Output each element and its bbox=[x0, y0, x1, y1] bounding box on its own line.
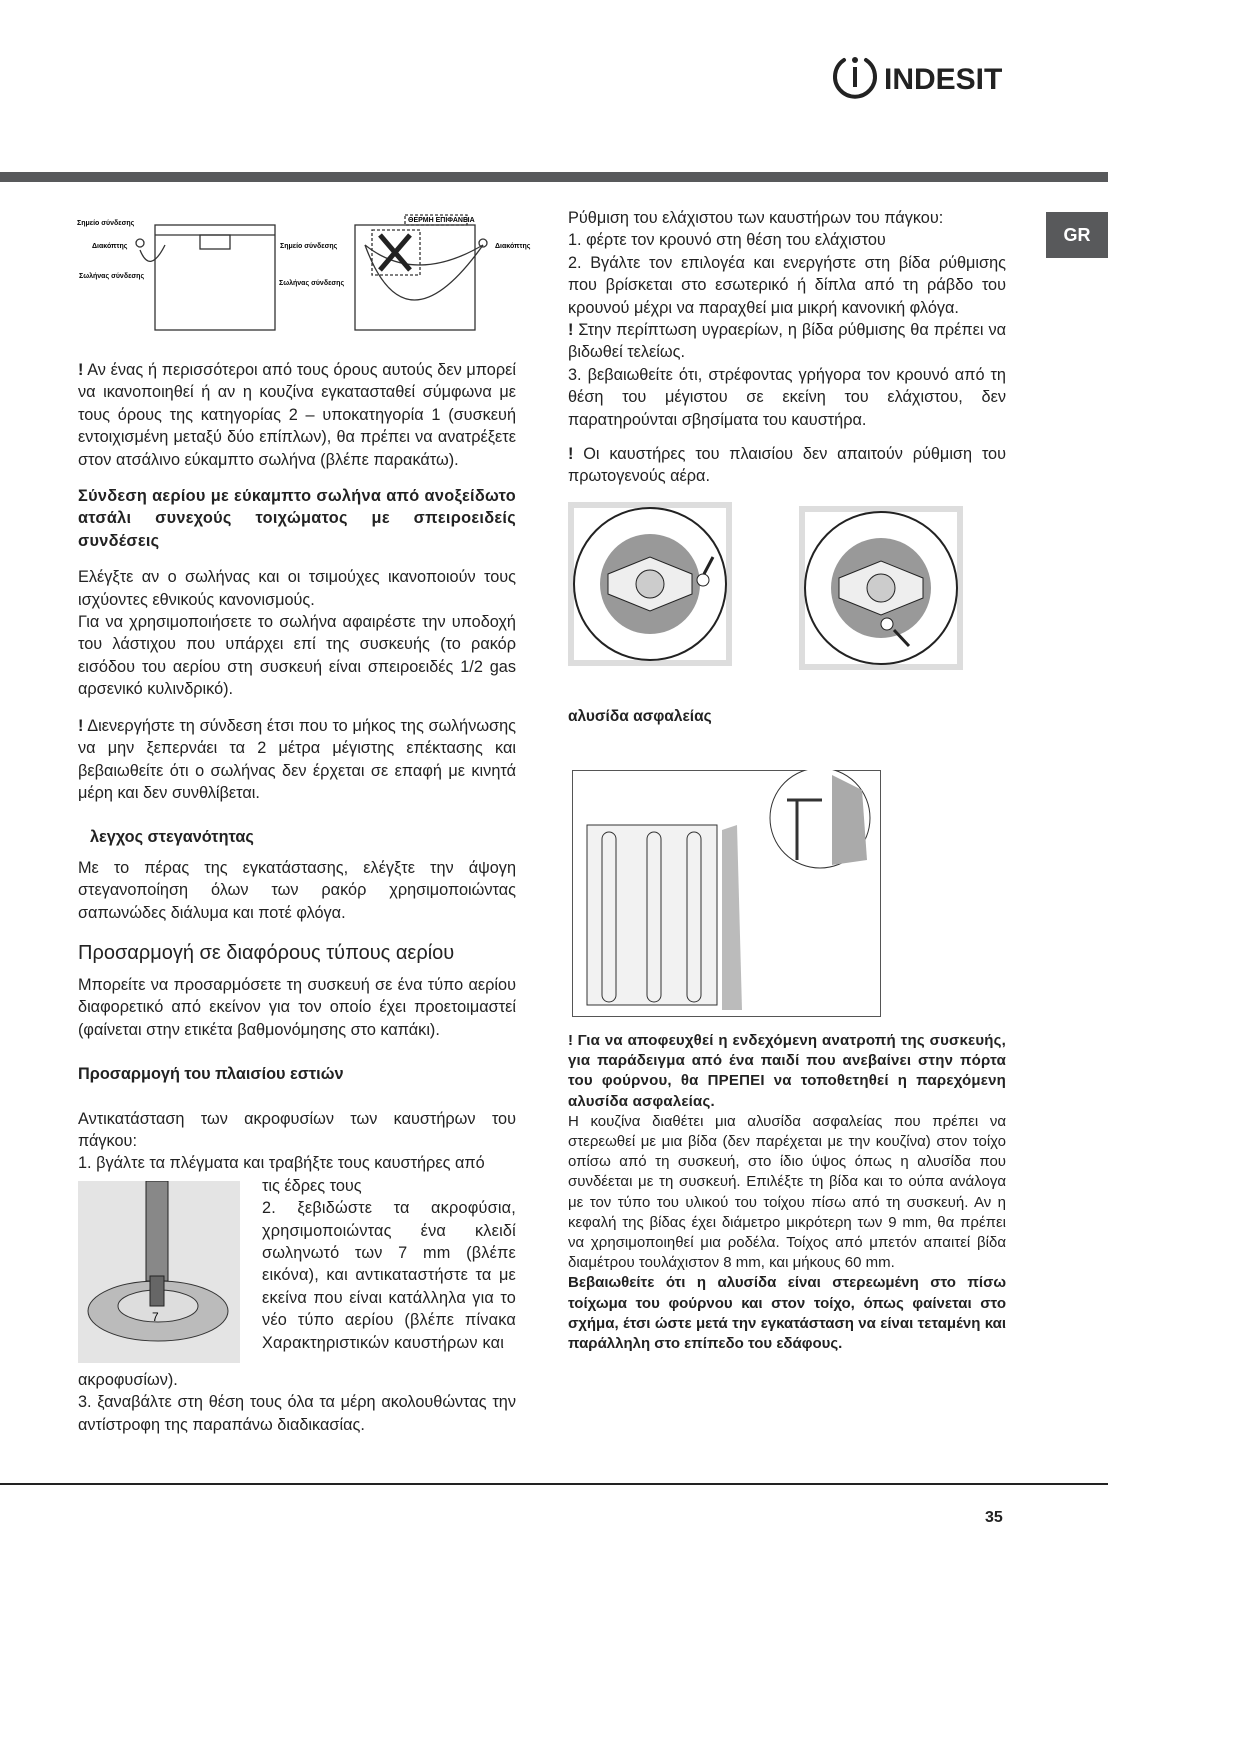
label-valve-2: Διακόπτης bbox=[495, 243, 531, 250]
paragraph: Με το πέρας της εγκατάστασης, ελέγξτε την άψογη στεγανοποίηση όλων των ρακόρ χρησιμοποιώντας σαπωνώδες διάλυμα και ποτέ φλόγα. bbox=[78, 858, 516, 922]
label-hot-surface: ΘΕΡΜΗ ΕΠΙΦΑΝΕΙΑ bbox=[408, 217, 475, 224]
warning-mark: ! bbox=[568, 1032, 573, 1049]
footer-rule bbox=[0, 1483, 1108, 1485]
section-heading: Σύνδεση αερίου με εύκαμπτο σωλήνα από ανοξείδωτο ατσάλι συνεχούς τοιχώματος με σπειροειδείς συνδέσεις bbox=[78, 487, 516, 550]
section-title: Προσαρμογή σε διαφόρους τύπους αερίου bbox=[78, 941, 455, 964]
step: 1. φέρτε τον κρουνό στη θέση του ελάχιστου bbox=[568, 231, 886, 250]
paragraph: Αντικατάσταση των ακροφυσίων των καυστήρων του πάγκου: bbox=[78, 1109, 516, 1150]
warning-paragraph: Για να αποφευχθεί η ενδεχόμενη ανατροπή της συσκευής, για παράδειγμα από ένα παιδί που ανεβαίνει στην πόρτα του φούρνου, θα ΠΡΕΠΕΙ να τοποθετηθεί η παρεχόμενη αλυσίδα ασφαλείας. bbox=[568, 1032, 1007, 1110]
safety-chain-figure bbox=[572, 770, 882, 1023]
label-connection-point-2: Σημείο σύνδεσης bbox=[280, 243, 338, 250]
paragraph: Αν ένας ή περισσότεροι από τους όρους αυτούς δεν μπορεί να ικανοποιηθεί ή αν η κουζίνα εγκατασταθεί σύμφωνα με τους όρους της κατηγορίας 2 – υποκατηγορία 1 (συσκευή εντοιχισμένη μεταξύ δύο επίπλων), θα πρέπει να ανατρέξετε στον ατσάλινο εύκαμπτο σωλήνα (βλέπε παρακάτω). bbox=[78, 361, 516, 469]
safety-chain-text bbox=[568, 1031, 1006, 1354]
paragraph: Οι καυστήρες του πλαισίου δεν απαιτούν ρύθμιση του πρωτογενούς αέρα. bbox=[568, 445, 1007, 486]
warning-mark: ! bbox=[78, 361, 84, 379]
label-connection-point: Σημείο σύνδεσης bbox=[77, 220, 135, 227]
wrench-size-label: 7 bbox=[152, 1309, 159, 1324]
page-number: 35 bbox=[985, 1509, 1003, 1526]
step: ακροφυσίων). bbox=[78, 1370, 178, 1389]
paragraph: Για να χρησιμοποιήσετε το σωλήνα αφαιρέστε την υποδοχή του λάστιχου που υπάρχει επί της συσκευής (το ρακόρ εισόδου του αερίου στη συσκευή είναι σπειροειδές 1/2 gas αρσενικό κυλινδρικό). bbox=[78, 613, 516, 699]
step: 2. Βγάλτε τον επιλογέα και ενεργήστε στη βίδα ρύθμισης που βρίσκεται στο εσωτερικό ή δίπλα από τη ράβδο του κρουνού μέχρι να παραχθεί μια μικρή κανονική φλόγα. bbox=[568, 253, 1006, 317]
step: 2. ξεβιδώστε τα ακροφύσια, χρησιμοποιώντας ένα κλειδί σωληνωτό των 7 mm (βλέπε εικόνα), και αντικαταστήστε τα με εκείνα που είναι κατάλληλα για το νέο τύπο αερίου (βλέπε πίνακα Χαρακτηριστικών καυστήρων και bbox=[262, 1199, 516, 1352]
label-hose-2: Σωλήνας σύνδεσης bbox=[279, 280, 345, 287]
paragraph: Μπορείτε να προσαρμόσετε τη συσκευή σε ένα τύπο αερίου διαφορετικό από εκείνον για τον οποίο έχει προετοιμαστεί (φαίνεται στην ετικέτα βαθμονόμησης στο καπάκι). bbox=[78, 975, 516, 1039]
paragraph: Ελέγξτε αν ο σωλήνας και οι τσιμούχες ικανοποιούν τους ισχύοντες εθνικούς κανονισμούς. bbox=[78, 568, 516, 609]
warning-mark: ! bbox=[78, 716, 84, 735]
left-column bbox=[78, 359, 516, 1436]
paragraph: Βεβαιωθείτε ότι η αλυσίδα είναι στερεωμένη στο πίσω τοίχωμα του φούρνου και στον τοίχο, όπως φαίνεται στο σχήμα, έτσι ώστε μετά την εγκατάσταση να είναι τεταμένη και παράλληλη στο επίπεδο του εδάφους. bbox=[568, 1274, 1006, 1353]
header-bar bbox=[0, 172, 1108, 182]
section-heading: Προσαρμογή του πλαισίου εστιών bbox=[78, 1065, 344, 1084]
gas-connection-diagram bbox=[75, 205, 535, 345]
language-tab: GR bbox=[1046, 212, 1108, 258]
warning-mark: ! bbox=[568, 321, 574, 340]
label-valve: Διακόπτης bbox=[92, 243, 128, 250]
step: 1. βγάλτε τα πλέγματα και τραβήξτε τους καυστήρες από bbox=[78, 1154, 485, 1173]
paragraph: Η κουζίνα διαθέτει μια αλυσίδα ασφαλείας που πρέπει να στερεωθεί με μια βίδα (δεν παρέχεται με την κουζίνα) στον τοίχο οπίσω από τη συσκευή, στο ίδιο ύψος όπως η αλυσίδα που συνδέεται με τη συσκευή. Επιλέξτε τη βίδα και το ούπα ανάλογα με τον τύπο του υλικού του τοίχου πίσω από τη συσκευή. Αν η κεφαλή της βίδας έχει διάμετρο μικρότερη των 9 mm, θα πρέπει να χρησιμοποιηθεί μια ροδέλα. Τοίχος από μπετόν απαιτεί βίδα διαμέτρου τουλάχιστον 8 mm, και μήκους 60 mm. bbox=[568, 1112, 1006, 1272]
paragraph: Στην περίπτωση υγραερίων, η βίδα ρύθμισης θα πρέπει να βιδωθεί τελείως. bbox=[568, 321, 1006, 362]
step: 3. βεβαιωθείτε ότι, στρέφοντας γρήγορα τον κρουνό από τη θέση του μέγιστου σε εκείνη του ελάχιστου, δεν παρατηρούνται σβησίματα του καυστήρα. bbox=[568, 365, 1006, 429]
section-heading: λεγχος στεγανότητας bbox=[90, 828, 254, 847]
paragraph: Ρύθμιση του ελάχιστου των καυστήρων του πάγκου: bbox=[568, 209, 944, 227]
paragraph: Διενεργήστε τη σύνδεση έτσι που το μήκος της σωλήνωσης να μην ξεπερνάει τα 2 μέτρα μέγιστης επέκτασης και βεβαιωθείτε ότι ο σωλήνας δεν έρχεται σε επαφή με κινητά μέρη και δεν συνθλίβεται. bbox=[78, 716, 517, 802]
svg-text:INDESIT: INDESIT bbox=[884, 63, 1003, 96]
right-column bbox=[568, 207, 1006, 488]
step: τις έδρες τους bbox=[262, 1176, 362, 1195]
section-heading: αλυσίδα ασφαλείας bbox=[568, 708, 712, 725]
label-hose: Σωλήνας σύνδεσης bbox=[79, 273, 145, 280]
warning-mark: ! bbox=[568, 445, 574, 464]
tap-adjustment-figure-2 bbox=[799, 506, 963, 675]
indesit-logo bbox=[830, 52, 1010, 107]
nozzle-wrench-figure bbox=[78, 1181, 240, 1363]
step: 3. ξαναβάλτε στη θέση τους όλα τα μέρη ακολουθώντας την αντίστροφη της παραπάνω διαδικασίας. bbox=[78, 1393, 516, 1434]
tap-adjustment-figure-1 bbox=[568, 502, 732, 671]
step-with-figure bbox=[78, 1175, 516, 1369]
